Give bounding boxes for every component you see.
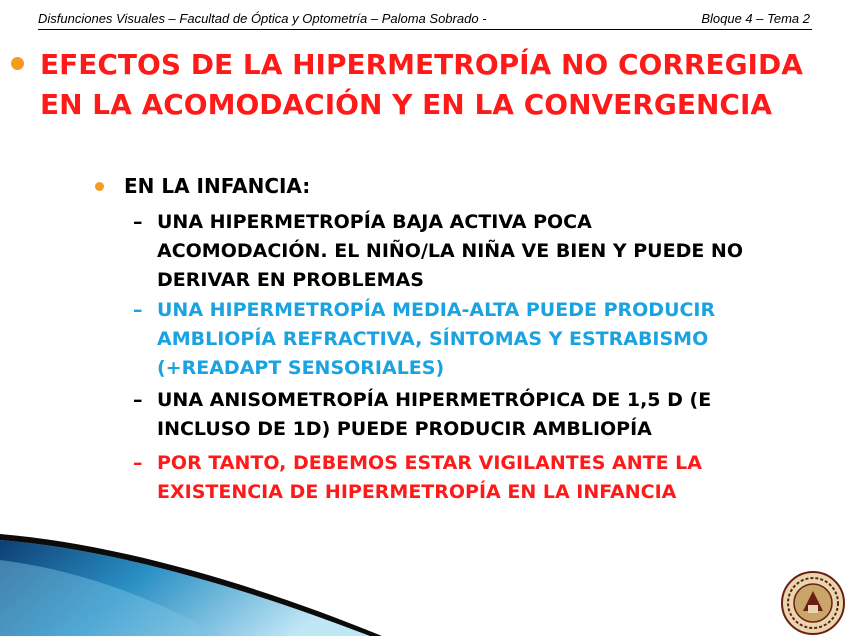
dash-marker: – <box>133 299 143 321</box>
list-item-text: UNA HIPERMETROPÍA BAJA ACTIVA POCA ACOMODACIÓN. EL NIÑO/LA NIÑA VE BIEN Y PUEDE NO DERIVAR EN PROBLEMAS <box>157 211 743 291</box>
list-item-text: UNA ANISOMETROPÍA HIPERMETRÓPICA DE 1,5 D (E INCLUSO DE 1D) PUEDE PRODUCIR AMBLIOPÍA <box>157 389 712 440</box>
slide-header <box>38 9 812 30</box>
list-item-3 <box>133 386 833 444</box>
main-bullet-icon <box>11 57 24 70</box>
list-item-text: POR TANTO, DEBEMOS ESTAR VIGILANTES ANTE LA EXISTENCIA DE HIPERMETROPÍA EN LA INFANCIA <box>157 452 702 503</box>
header-course-text: Disfunciones Visuales – Facultad de Óptica y Optometría – Paloma Sobrado - <box>38 11 487 26</box>
header-block-text: Bloque 4 – Tema 2 <box>701 11 810 26</box>
subheading: EN LA INFANCIA: <box>124 174 311 198</box>
sub-bullet-icon <box>95 182 104 191</box>
list-item-text: UNA HIPERMETROPÍA MEDIA-ALTA PUEDE PRODUCIR AMBLIOPÍA REFRACTIVA, SÍNTOMAS Y ESTRABISMO (+READAPT SENSORIALES) <box>157 299 716 379</box>
slide-title: EFECTOS DE LA HIPERMETROPÍA NO CORREGIDA EN LA ACOMODACIÓN Y EN LA CONVERGENCIA <box>40 48 803 121</box>
university-seal-icon <box>781 571 845 635</box>
list-item-1 <box>133 208 833 295</box>
dash-marker: – <box>133 452 143 474</box>
dash-marker: – <box>133 389 143 411</box>
list-item-4 <box>133 449 833 507</box>
dash-marker: – <box>133 211 143 233</box>
list-item-2 <box>133 296 833 383</box>
blue-swoosh-decoration <box>0 530 430 636</box>
